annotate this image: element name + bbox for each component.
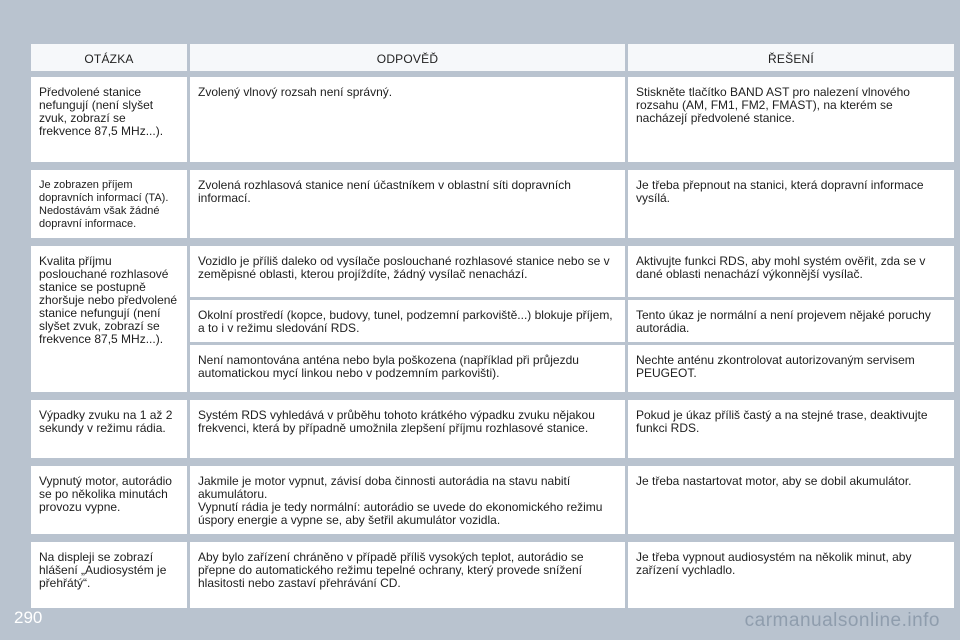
question-cell: Na displeji se zobrazí hlášení „Audiosystém je přehřátý“. bbox=[31, 542, 187, 608]
solution-cell: Je třeba vypnout audiosystém na několik minut, aby zařízení vychladlo. bbox=[628, 542, 954, 608]
table-row bbox=[31, 246, 957, 392]
question-cell: Výpadky zvuku na 1 až 2 sekundy v režimu rádia. bbox=[31, 400, 187, 458]
answer-cell: Vozidlo je příliš daleko od vysílače poslouchané rozhlasové stanice nebo se v zeměpisné oblasti, kterou projíždíte, žádný vysílač nenachází. bbox=[190, 246, 625, 297]
question-cell: Předvolené stanice nefungují (není slyšet zvuk, zobrazí se frekvence 87,5 MHz...). bbox=[31, 77, 187, 162]
answer-line: Jakmile je motor vypnut, závisí doba činnosti autorádia na stavu nabití akumulátoru. bbox=[198, 474, 571, 501]
watermark: carmanualsonline.info bbox=[744, 610, 940, 631]
solution-cell: Je třeba přepnout na stanici, která dopravní informace vysílá. bbox=[628, 170, 954, 238]
header-answer: ODPOVĚĎ bbox=[190, 44, 625, 71]
table-row bbox=[31, 466, 957, 534]
table-row bbox=[31, 77, 957, 162]
answer-cell: Okolní prostředí (kopce, budovy, tunel, podzemní parkoviště...) blokuje příjem, a to i v režimu sledování RDS. bbox=[190, 300, 625, 342]
solution-cell: Pokud je úkaz příliš častý a na stejné trase, deaktivujte funkci RDS. bbox=[628, 400, 954, 458]
solution-cell: Stiskněte tlačítko BAND AST pro nalezení vlnového rozsahu (AM, FM1, FM2, FMAST), na kterém se nacházejí předvolené stanice. bbox=[628, 77, 954, 162]
troubleshooting-table bbox=[31, 44, 957, 608]
answer-line: Vypnutí rádia je tedy normální: autorádio se uvede do ekonomického režimu úspory energie a vypne se, aby šetřil akumulátor vozidla. bbox=[198, 500, 603, 527]
table-row bbox=[31, 542, 957, 608]
answer-cell bbox=[190, 466, 625, 534]
header-question: OTÁZKA bbox=[31, 44, 187, 71]
question-cell: Vypnutý motor, autorádio se po několika minutách provozu vypne. bbox=[31, 466, 187, 534]
table-row bbox=[31, 170, 957, 238]
header-solution: ŘEŠENÍ bbox=[628, 44, 954, 71]
solution-cell: Aktivujte funkci RDS, aby mohl systém ověřit, zda se v dané oblasti nenachází výkonnější vysílač. bbox=[628, 246, 954, 297]
answer-cell: Zvolený vlnový rozsah není správný. bbox=[190, 77, 625, 162]
solution-cell: Tento úkaz je normální a není projevem nějaké poruchy autorádia. bbox=[628, 300, 954, 342]
answer-cell: Aby bylo zařízení chráněno v případě příliš vysokých teplot, autorádio se přepne do automatického režimu tepelné ochrany, který provede snížení hlasitosti nebo zastaví přehrávání CD. bbox=[190, 542, 625, 608]
answer-cell: Není namontována anténa nebo byla poškozena (například při průjezdu automatickou mycí linkou nebo v podzemním parkovišti). bbox=[190, 345, 625, 392]
solution-cell: Je třeba nastartovat motor, aby se dobil akumulátor. bbox=[628, 466, 954, 534]
page-number: 290 bbox=[14, 608, 43, 627]
solution-cell: Nechte anténu zkontrolovat autorizovaným servisem PEUGEOT. bbox=[628, 345, 954, 392]
answer-cell: Zvolená rozhlasová stanice není účastníkem v oblastní síti dopravních informací. bbox=[190, 170, 625, 238]
question-cell: Kvalita příjmu poslouchané rozhlasové stanice se postupně zhoršuje nebo předvolené stanice nefungují (není slyšet zvuk, zobrazí se frekvence 87,5 MHz...). bbox=[31, 246, 187, 392]
answer-cell: Systém RDS vyhledává v průběhu tohoto krátkého výpadku zvuku nějakou frekvenci, která by případně umožnila zlepšení příjmu rozhlasové stanice. bbox=[190, 400, 625, 458]
table-row bbox=[31, 400, 957, 458]
table-header bbox=[31, 44, 957, 71]
question-cell: Je zobrazen příjem dopravních informací (TA). Nedostávám však žádné dopravní informace. bbox=[31, 170, 187, 238]
